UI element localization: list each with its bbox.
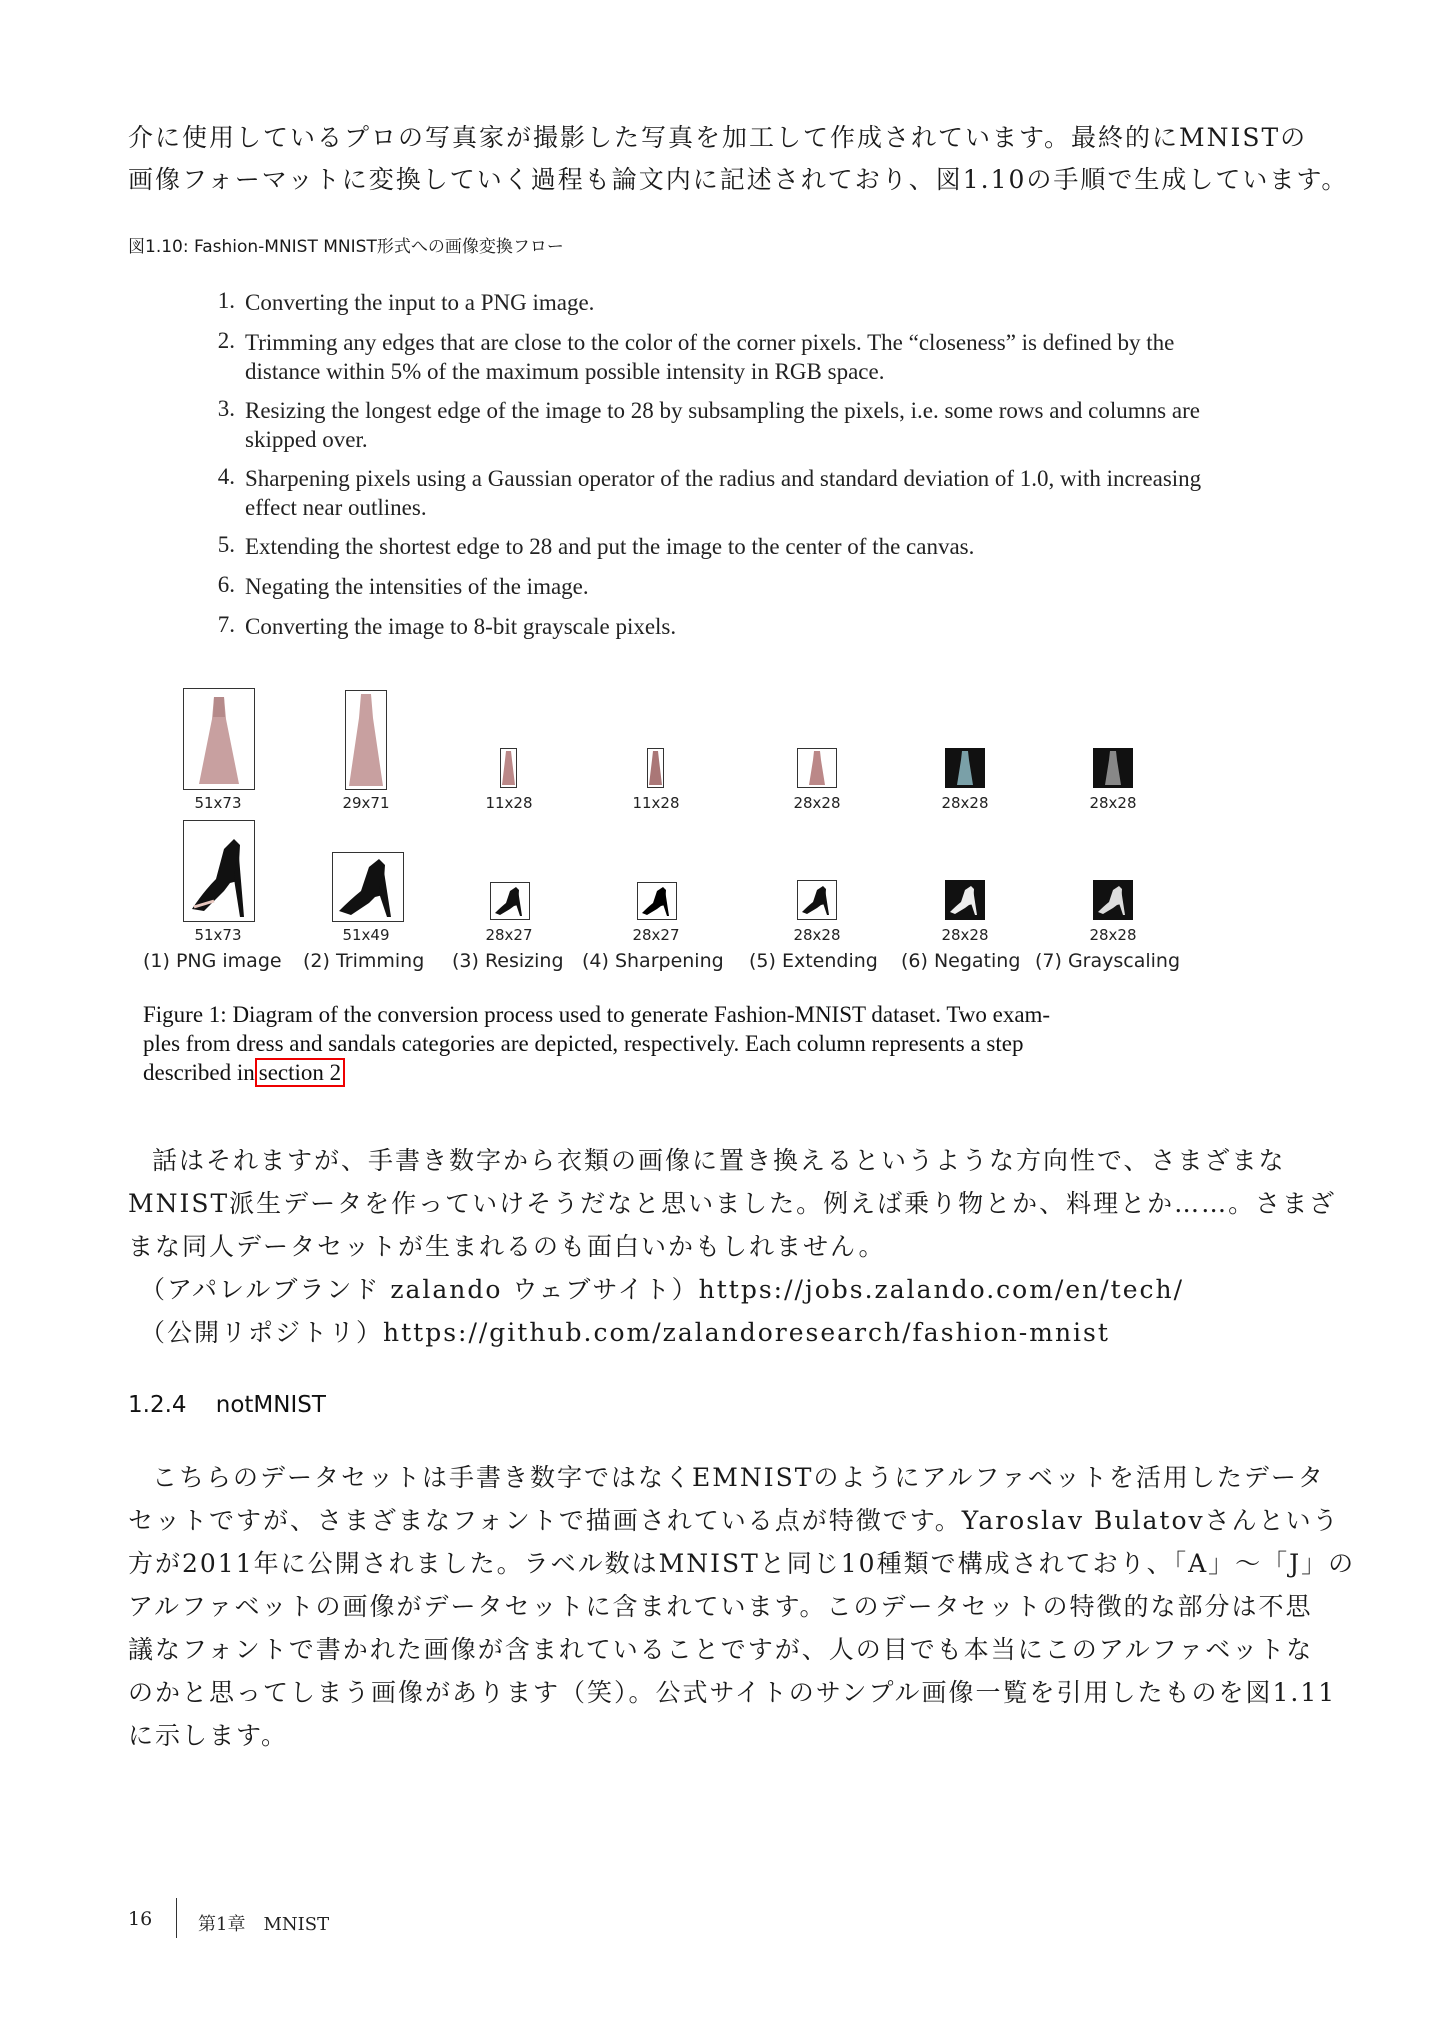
- step-number: 4.: [217, 464, 235, 489]
- para2-line-1: こちらのデータセットは手書き数字ではなくEMNISTのようにアルファベットを活用したデータ: [152, 1463, 1325, 1492]
- sandal-thumb-resized: [490, 882, 530, 920]
- step-text: Trimming any edges that are close to the color of the corner pixels. The “closeness” is defined by the distance within 5% of the maximum possible intensity in RGB space.: [245, 330, 1175, 384]
- thumb-size-label: 51x73: [194, 794, 242, 812]
- figure-caption-line: Figure 1: Diagram of the conversion process used to generate Fashion-MNIST dataset. Two exam-: [143, 1002, 1051, 1027]
- step-number: 5.: [217, 532, 235, 557]
- intro-line-2: 画像フォーマットに変換していく過程も論文内に記述されており、図1.10の手順で生成しています。: [128, 165, 1349, 194]
- sandal-icon: [798, 881, 836, 919]
- step-number: 6.: [217, 572, 235, 597]
- thumb-size-label: 28x28: [941, 794, 989, 812]
- thumb-size-label: 29x71: [342, 794, 390, 812]
- dress-icon: [797, 748, 837, 788]
- thumb-size-label: 28x27: [632, 926, 680, 944]
- sandal-thumb-sharpened: [637, 882, 677, 920]
- step-number: 1.: [217, 288, 235, 313]
- dress-thumb-sharpened: [647, 748, 664, 788]
- dress-thumb-negated: [945, 748, 985, 788]
- dress-icon: [345, 690, 387, 790]
- para2-line-6: のかと思ってしまう画像があります（笑）。公式サイトのサンプル画像一覧を引用したものを図1.11: [128, 1678, 1337, 1707]
- dress-thumb-png: [183, 688, 255, 790]
- thumb-size-label: 28x28: [1089, 926, 1137, 944]
- sandal-icon: [638, 883, 676, 919]
- dress-icon: [647, 748, 664, 788]
- sandal-icon: [333, 853, 403, 921]
- stage-label-sharpening: (4) Sharpening: [582, 950, 724, 972]
- sandal-icon: [1093, 880, 1133, 920]
- sandal-thumb-negated: [945, 880, 985, 920]
- para1-line-2: MNIST派生データを作っていけそうだなと思いました。例えば乗り物とか、料理とか……。さまざ: [128, 1189, 1337, 1218]
- para2-line-7: に示します。: [128, 1721, 289, 1750]
- stage-label-trimming: (2) Trimming: [303, 950, 425, 972]
- thumb-size-label: 28x28: [941, 926, 989, 944]
- thumb-size-label: 28x27: [485, 926, 533, 944]
- dress-thumb-trimmed: [345, 690, 387, 790]
- figure-caption: [143, 1000, 1203, 1087]
- figure-label: 図1.10: Fashion-MNIST MNIST形式への画像変換フロー: [128, 237, 564, 257]
- thumb-size-label: 11x28: [632, 794, 680, 812]
- para1-line-3: まな同人データセットが生まれるのも面白いかもしれません。: [128, 1232, 886, 1261]
- para2-line-2: セットですが、さまざまなフォントで描画されている点が特徴です。Yaroslav Bulatovさんという: [128, 1506, 1340, 1535]
- sandal-icon: [945, 880, 985, 920]
- section-heading: 1.2.4 notMNIST: [128, 1392, 326, 1418]
- step-text: Sharpening pixels using a Gaussian operator of the radius and standard deviation of 1.0, with increasing effect near outlines.: [245, 466, 1202, 520]
- thumb-size-label: 11x28: [485, 794, 533, 812]
- intro-line-1: 介に使用しているプロの写真家が撮影した写真を加工して作成されています。最終的にMNISTの: [128, 123, 1308, 152]
- para2-line-4: アルファベットの画像がデータセットに含まれています。このデータセットの特徴的な部分は不思: [128, 1592, 1313, 1621]
- dress-icon: [500, 748, 517, 788]
- thumb-size-label: 28x28: [793, 926, 841, 944]
- dress-icon: [184, 689, 254, 789]
- thumb-size-label: 51x49: [342, 926, 390, 944]
- footer-divider: [176, 1898, 177, 1938]
- dress-icon: [1093, 748, 1133, 788]
- section-2-link[interactable]: section 2: [255, 1058, 345, 1087]
- figure-caption-prefix: described in: [143, 1060, 255, 1085]
- page-number: 16: [128, 1908, 153, 1930]
- dress-icon: [945, 748, 985, 788]
- step-text: Negating the intensities of the image.: [245, 574, 589, 599]
- thumb-size-label: 28x28: [793, 794, 841, 812]
- para2-line-5: 議なフォントで書かれた画像が含まれていることですが、人の目でも本当にこのアルファベットな: [128, 1635, 1314, 1664]
- step-text: Converting the image to 8-bit grayscale pixels.: [245, 614, 677, 639]
- step-number: 3.: [217, 396, 235, 421]
- step-number: 7.: [217, 612, 235, 637]
- sandal-icon: [491, 883, 529, 919]
- stage-label-resizing: (3) Resizing: [452, 950, 564, 972]
- dress-thumb-resized: [500, 748, 517, 788]
- sandal-thumb-extended: [797, 880, 837, 920]
- step-text: Extending the shortest edge to 28 and put the image to the center of the canvas.: [245, 534, 975, 559]
- sandal-thumb-grayscale: [1093, 880, 1133, 920]
- figure-caption-line: ples from dress and sandals categories are depicted, respectively. Each column represents a step: [143, 1031, 1024, 1056]
- para1-line-4: （アパレルブランド zalando ウェブサイト）https://jobs.zalando.com/en/tech/: [140, 1275, 1185, 1304]
- thumb-size-label: 51x73: [194, 926, 242, 944]
- stage-label-extending: (5) Extending: [749, 950, 878, 972]
- para1-line-1: 話はそれますが、手書き数字から衣類の画像に置き換えるというような方向性で、さまざまな: [152, 1146, 1286, 1175]
- sandal-thumb-png: [183, 820, 255, 922]
- stage-label-negating: (6) Negating: [901, 950, 1021, 972]
- thumb-size-label: 28x28: [1089, 794, 1137, 812]
- footer-chapter: 第1章 MNIST: [198, 1914, 330, 1935]
- stage-label-png: (1) PNG image: [143, 950, 282, 972]
- figure-caption-line: [143, 1058, 1203, 1087]
- para1-line-5: （公開リポジトリ）https://github.com/zalandoresearch/fashion-mnist: [140, 1318, 1110, 1347]
- step-text: Converting the input to a PNG image.: [245, 290, 595, 315]
- step-text: Resizing the longest edge of the image to 28 by subsampling the pixels, i.e. some rows and columns are skipped over.: [245, 398, 1200, 452]
- stage-label-grayscaling: (7) Grayscaling: [1035, 950, 1181, 972]
- dress-thumb-extended: [797, 748, 837, 788]
- sandal-icon: [184, 821, 254, 921]
- para2-line-3: 方が2011年に公開されました。ラベル数はMNISTと同じ10種類で構成されており、「A」～「J」の: [128, 1549, 1356, 1578]
- sandal-thumb-trimmed: [332, 852, 404, 922]
- dress-thumb-grayscale: [1093, 748, 1133, 788]
- step-number: 2.: [217, 328, 235, 353]
